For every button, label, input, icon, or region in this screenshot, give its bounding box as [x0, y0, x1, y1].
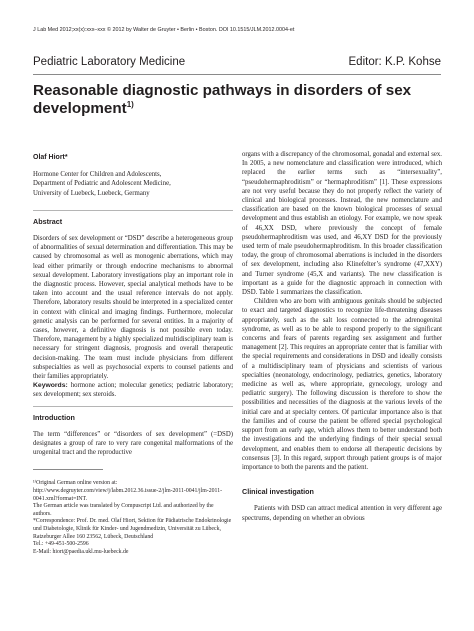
- keywords-list: hormone action; molecular genetics; pediatric laboratory; sex development; sex steroids.: [33, 382, 233, 399]
- footnote-correspondence: *Correspondence: Prof. Dr. med. Olaf Hiort, Sektion für Pädiatrische Endokrinologie und Diabetologie, Klinik für Kinder- und Jugendmedizin, Universität zu Lübeck, Ratzeburger Allee 160 23562, Lübeck, Deutschland: [33, 518, 232, 540]
- section-header: [33, 56, 441, 72]
- author-affiliation: [33, 170, 233, 198]
- section-editor: Editor: K.P. Kohse: [348, 56, 441, 68]
- affiliation-line: Department of Pediatric and Adolescent Medicine,: [33, 180, 171, 188]
- body-paragraph: Children who are born with ambiguous genitals should be subjected to exact and targeted diagnostics to recognize life-threatening diseases appropriately, such as the salt loss connected to the adrenogenital syndrome, as well as to be able to respond properly to the significant concerns and fears of parents regarding sex assignment and further management [2]. This requires an appropriate center that is familiar with the special requirements and considerations in DSD and ideally consists of a multidisciplinary team of physicians and scientists of various specialties (neonatology, endocrinology, pediatrics, genetics, laboratory medicine as well as, where appropriate, gynecology, urology and pediatric surgery). The following discussion is therefore to show the possibilities and necessities of the diagnosis at the various levels of the initial care and at specialty centers. Of particular importance also is that the families and of course the patient be offered special psychological support from an early age, which allows them to better understand both the investigations and the underlying findings of their special sexual development, and enables them to endorse all therapeutic decisions by consensus [3]. In this regard, support through patient groups is of major importance to both the parents and the patient.: [242, 298, 442, 471]
- spacer: [242, 472, 442, 481]
- right-column: [242, 150, 442, 523]
- left-column: [33, 150, 233, 556]
- article-title: [33, 82, 423, 118]
- introduction-heading: Introduction: [33, 412, 75, 422]
- keywords-label: Keywords:: [33, 382, 68, 390]
- clinical-investigation-text: Patients with DSD can attract medical attention in very different age spectrums, depending on whether an obvious: [242, 505, 442, 522]
- footnote-divider: [33, 469, 103, 470]
- footnotes: [33, 480, 233, 556]
- introduction-text: The term “differences” or “disorders of sex development” (=DSD) designates a group of rare to very rare congenital malformations of the urogenital tract and the reproductive: [33, 430, 233, 457]
- affiliation-line: Hormone Center for Children and Adolescents,: [33, 171, 162, 179]
- footnote-translation: The German article was translated by Compuscript Ltd. and authorized by the authors.: [33, 503, 214, 517]
- footnote-original-version: ¹⁾Original German online version at: http://www.degruyter.com/view/j/labm.2012.36.issue-2/jlm-2011-0041/jlm-2011-0041.xml?format=INT.: [33, 480, 223, 502]
- journal-citation-line: J Lab Med 2012;xx(x):xxx–xxx © 2012 by Walter de Gruyter • Berlin • Boston. DOI 10.1515/JLM.2012.0004-et: [33, 27, 295, 33]
- abstract-heading: Abstract: [33, 216, 63, 226]
- body-paragraph: organs with a discrepancy of the chromosomal, gonadal and external sex. In 2005, a new nomenclature and classification were introduced, which replaced the earlier terms such as “intersexuality”, “pseudohermaphroditism” or “hermaphroditism” [1]. These expressions are not very useful because they do not properly reflect the variety of clinical and biological processes. Instead, the new nomenclature and classification are based on the known biological processes of sexual development and thus establish an etiology. For example, we now speak of 46,XX DSD, where previously the concept of female pseudohermaphroditism was used, and 46,XY DSD for the previously used term of male pseudohermaphroditism. In this broader classification today, the group of chromosomal aberrations is included in the disorders of sex development, including also Klinefelter’s syndrome (47,XXY) and Turner syndrome (45,X and variants). The new classification is important as a guide for the diagnostic approach in connection with DSD. Table 1 summarizes the classification.: [242, 151, 442, 297]
- affiliation-line: University of Luebeck, Luebeck, Germany: [33, 189, 150, 197]
- title-footnote-marker: 1): [126, 100, 134, 109]
- footnote-telephone: Tel.: +49-451-500-2596: [33, 541, 89, 548]
- abstract-text: Disorders of sex development or “DSD” describe a heterogeneous group of abnormalities of sexual determination and differentiation. This may be caused by chromosomal as well as monogenic aberrations, which may lead either primarily or through endocrine mechanisms to abnormal sexual development. Laboratory investigations play an important role in the diagnostic process. However, special analytical methods have to be taken into account and the usual reference intervals do not apply. Therefore, laboratory results should be interpreted in a specialized center in context with clinical and imaging findings. Furthermore, molecular genetic analysis can be performed for several entities. In a majority of cases, however, a definitive diagnosis is not possible even today. Therefore, management by a highly specialized multidisciplinary team is necessary for stringent diagnosis, prognosis and overall therapeutic decision-making. The team must include physicians from different subspecialties as well as psychosocial experts to counsel patients and their families appropriately.: [33, 235, 233, 381]
- footnote-email: E-Mail: hiort@paedia.ukl.mu-luebeck.de: [33, 548, 129, 555]
- abstract-divider: [33, 210, 233, 211]
- keywords-divider: [33, 406, 233, 407]
- article-title-text: Reasonable diagnostic pathways in disorders of sex development: [33, 82, 412, 117]
- author-name: Olaf Hiort*: [33, 154, 68, 161]
- keywords: [33, 381, 233, 399]
- clinical-investigation-heading: Clinical investigation: [242, 487, 314, 497]
- section-name: Pediatric Laboratory Medicine: [33, 56, 186, 68]
- header-divider: [33, 74, 441, 75]
